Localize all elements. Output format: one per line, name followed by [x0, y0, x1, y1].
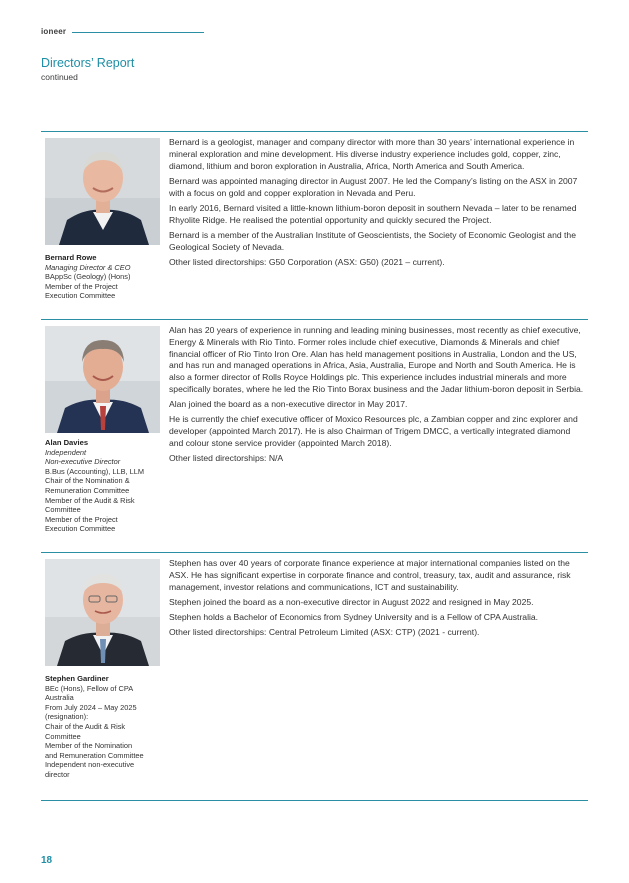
portrait-stephen-gardiner — [45, 559, 160, 666]
director-role-line: Managing Director & CEO — [45, 262, 131, 272]
director-bio — [169, 558, 584, 642]
bio-paragraph: Other listed directorships: N/A — [169, 453, 284, 464]
bio-paragraph: Bernard is a geologist, manager and company director with more than 30 years’ international experience in mineral exploration and mine development. His diverse industry experience includes gold, copper, zinc, diamond, lithium and boron exploration in Australia, Africa, North America and South America. — [169, 137, 575, 171]
director-info — [45, 253, 165, 301]
director-detail: Remuneration Committee — [45, 485, 130, 495]
director-detail: From July 2024 – May 2025 — [45, 702, 137, 712]
director-detail: Committee — [45, 505, 81, 515]
director-bio — [169, 137, 584, 272]
director-detail: B.Bus (Accounting), LLB, LLM — [45, 466, 145, 476]
director-detail: Member of the Project — [45, 514, 118, 524]
director-detail: Independent non-executive — [45, 760, 135, 770]
director-info — [45, 438, 165, 534]
bottom-rule — [41, 800, 588, 801]
director-detail: director — [45, 769, 70, 779]
report-title: Directors’ Report — [41, 56, 135, 70]
page-number: 18 — [41, 855, 53, 866]
header-rule — [72, 32, 204, 33]
director-detail: (resignation): — [45, 712, 89, 722]
bio-paragraph: Other listed directorships: Central Petroleum Limited (ASX: CTP) (2021 - current). — [169, 627, 480, 638]
director-photo — [45, 559, 160, 666]
bio-paragraph: Bernard is a member of the Australian Institute of Geoscientists, the Society of Economic Geologist and the Geological Society of Nevada. — [169, 229, 576, 252]
brand-name: ioneer — [41, 27, 67, 36]
director-name: Bernard Rowe — [45, 253, 97, 262]
director-bio — [169, 325, 584, 468]
bio-paragraph: Stephen joined the board as a non-executive director in August 2022 and resigned in May 2025. — [169, 596, 534, 607]
director-detail: Chair of the Nomination & — [45, 476, 130, 486]
director-detail: Committee — [45, 731, 81, 741]
director-photo — [45, 138, 160, 245]
bio-paragraph: Stephen holds a Bachelor of Economics from Sydney University and is a Fellow of CPA Australia. — [169, 611, 539, 622]
bio-paragraph: Stephen has over 40 years of corporate finance experience at major international companies listed on the ASX. He has significant expertise in corporate finance and control, treasury, tax, audit and assurance, risk management, investor relations and communications, ICT and sustainability. — [169, 558, 571, 592]
bio-paragraph: Other listed directorships: G50 Corporation (ASX: G50) (2021 – current). — [169, 256, 445, 267]
portrait-bernard-rowe — [45, 138, 160, 245]
director-name: Stephen Gardiner — [45, 674, 109, 683]
director-photo — [45, 326, 160, 433]
bio-paragraph: He is currently the chief executive officer of Moxico Resources plc, a Zambian copper and zinc explorer and developer (appointed March 2017). He is also Chairman of Trigem DMCC, a vertically integrated diamond and colour stone service provider (appointed March 2018). — [169, 414, 578, 448]
bio-paragraph: Alan has 20 years of experience in running and leading mining businesses, most recently as chief executive, Energy & Minerals with Rio Tinto. Former roles include chief executive, Diamonds & Minerals and chief financial officer of Rio Tinto Iron Ore. Alan has held management positions in Australia, London and the US, and has run and managed operations in Africa, Asia, Australia, Europe and North and South America. He is also a former director of Rolls Royce Holdings plc. This experience includes industrial minerals and more specifically borates, where he led the Rio Tinto Borax business and the Jadar lithium-boron deposit in Serbia. — [169, 325, 584, 394]
director-role-line: Independent — [45, 447, 87, 457]
director-detail: Member of the Nomination — [45, 741, 133, 751]
director-detail: BEc (Hons), Fellow of CPA — [45, 683, 134, 693]
report-subtitle: continued — [41, 72, 78, 82]
director-info — [45, 674, 165, 780]
director-detail: and Remuneration Committee — [45, 750, 144, 760]
director-detail: Execution Committee — [45, 524, 116, 534]
director-section-alan-davies — [41, 319, 588, 552]
bio-paragraph: In early 2016, Bernard visited a little-known lithium-boron deposit in southern Nevada – later to be renamed Rhyolite Ridge. He realised the potential opportunity and quickly secured the Project. — [169, 202, 577, 225]
director-detail: Execution Committee — [45, 291, 116, 301]
bio-paragraph: Bernard was appointed managing director in August 2007. He led the Company’s listing on the ASX in 2007 with a focus on gold and copper exploration in Nevada and Peru. — [169, 175, 578, 198]
director-detail: Member of the Audit & Risk — [45, 495, 135, 505]
portrait-alan-davies — [45, 326, 160, 433]
director-role-line: Non-executive Director — [45, 457, 121, 467]
director-name: Alan Davies — [45, 438, 89, 447]
director-detail: Member of the Project — [45, 281, 118, 291]
director-detail: Australia — [45, 693, 74, 703]
director-section-stephen-gardiner — [41, 552, 588, 800]
director-section-bernard-rowe — [41, 131, 588, 319]
director-detail: BAppSc (Geology) (Hons) — [45, 272, 131, 282]
bio-paragraph: Alan joined the board as a non-executive director in May 2017. — [169, 399, 408, 410]
director-detail: Chair of the Audit & Risk — [45, 721, 126, 731]
